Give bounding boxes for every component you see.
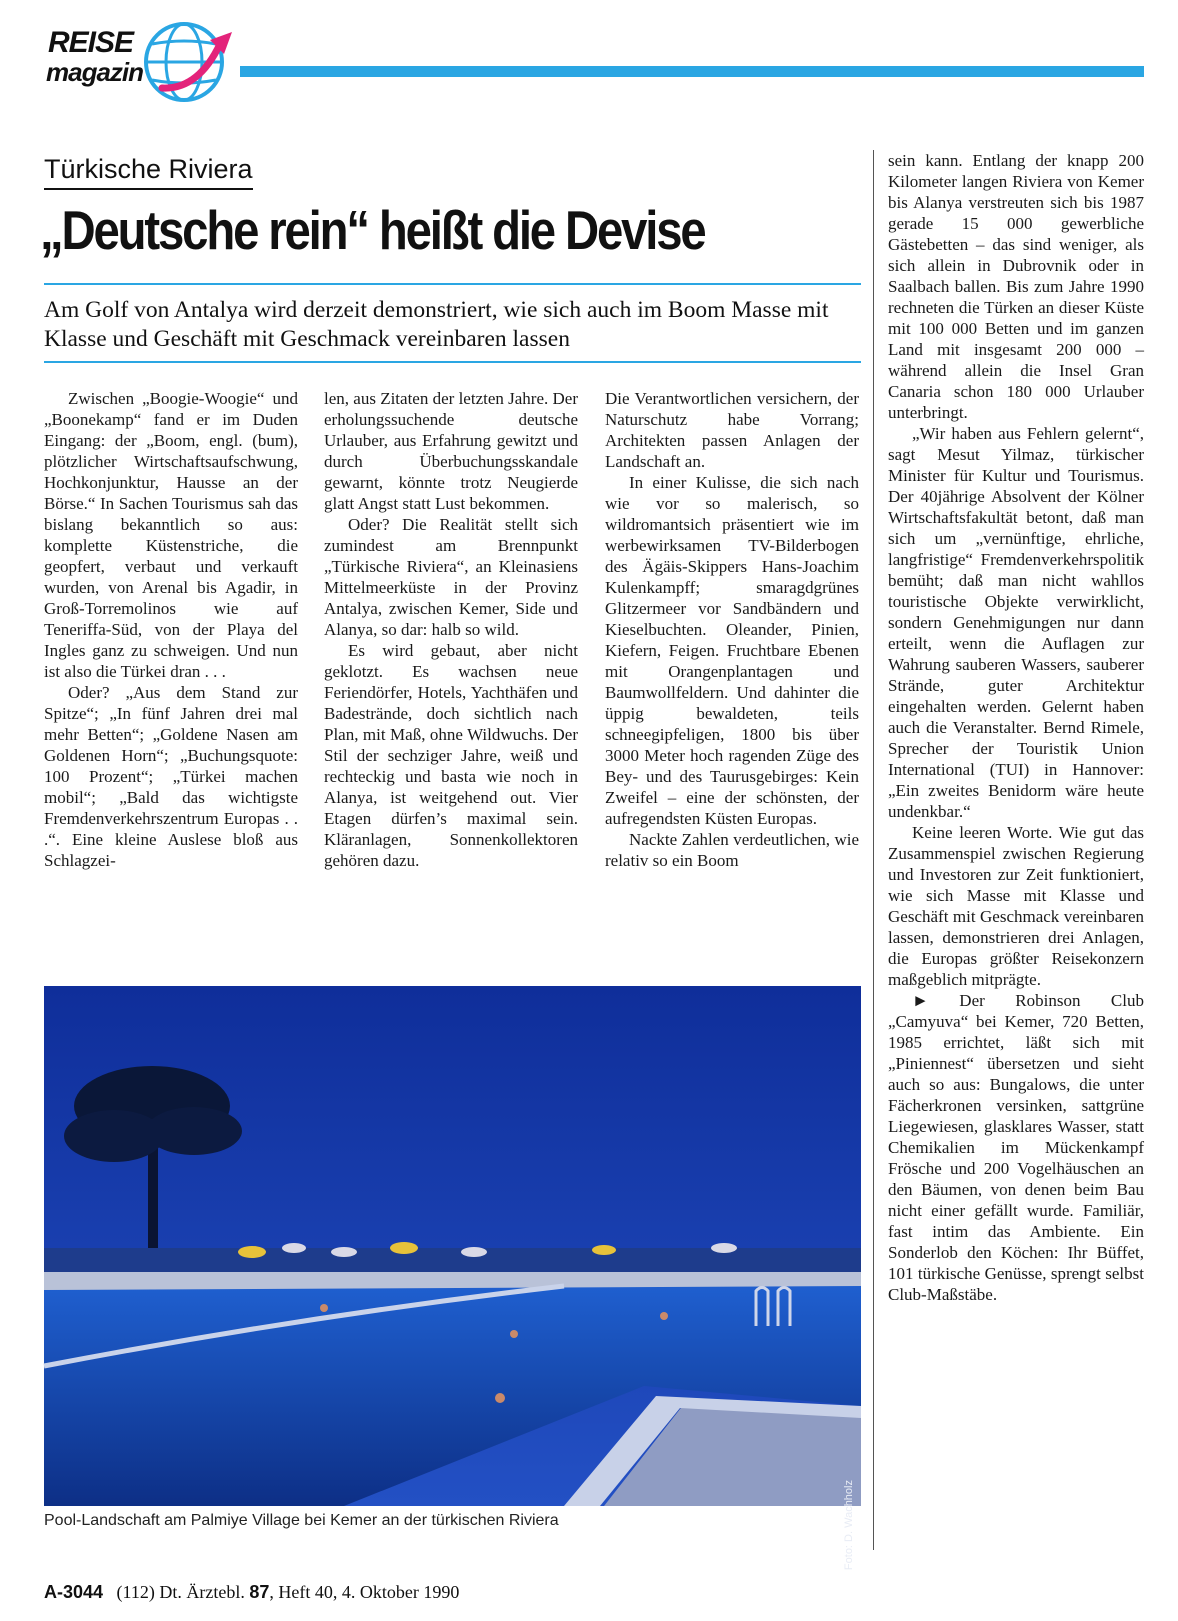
article-column-4 — [888, 150, 1144, 1305]
logo-text-magazin: magazin — [46, 57, 144, 87]
paragraph: „Wir haben aus Fehlern gelernt“, sagt Mesut Yilmaz, türkischer Minister für Kultur und Tourismus. Der 40jährige Absolvent der Kölner Wirtschaftsfakultät betont, daß man sich um „vernünftige, ehrliche, langfristige“ Fremdenverkehrspolitik bemüht; daß man nicht wahllos touristische Objekte verwirklicht, sondern Genehmigungen nur dann erteilt, wenn die Auflagen zur Wahrung sauberen Wassers, sauberer Strände, guter Architektur eingehalten werden. Gelernt haben auch die Veranstalter. Bernd Rimele, Sprecher der Touristik Union International (TUI) in Hannover: „Ein zweites Benidorm wäre heute undenkbar.“ — [888, 424, 1144, 821]
photo-caption: Pool-Landschaft am Palmiye Village bei Kemer an der türkischen Riviera — [44, 1512, 559, 1529]
page-footer — [44, 1582, 459, 1603]
article-column-2 — [324, 388, 578, 871]
paragraph: ► Der Robinson Club „Camyuva“ bei Kemer, 720 Betten, 1985 errichtet, läßt sich mit „Piniennest“ übersetzen und sieht auch so aus: Bungalows, die unter Fächerkronen versinken, sattgrüne Liegewiesen, glasklares Wasser, statt Chemikalien im Mückenkampf Frösche und 200 Vogelhäuschen an den Bäumen, von denen beim Bau nicht einer gefällt wurde. Familiär, fast intim das Ambiente. Ein Sonderlob den Köchen: Ihr Büffet, 101 türkische Genüsse, sprengt selbst Club-Maßstäbe. — [888, 991, 1144, 1304]
photo-credit: Foto: D. Wachholz — [843, 1480, 855, 1571]
masthead-accent-bar — [240, 66, 1144, 77]
logo-text-reise: REISE — [48, 26, 134, 59]
paragraph: Zwischen „Boogie-Woogie“ und „Boonekamp“ fand er im Duden Eingang: der „Boom, engl. (bum), plötzlicher Wirtschaftsaufschwung, Hochkonjunktur, Hausse an der Börse.“ In Sachen Tourismus sah das bislang bekanntlich so aus: komplette Küstenstriche, die geopfert, verbaut und verkauft wurden, von Arenal bis Agadir, in Groß-Torremolinos wie auf Teneriffa-Süd, von der Playa del Ingles ganz zu schweigen. Und nun ist also die Türkei dran . . . — [44, 389, 298, 681]
article-column-3 — [605, 388, 859, 871]
paragraph: Keine leeren Worte. Wie gut das Zusammenspiel zwischen Regierung und Investoren zur Zeit funktioniert, wie sich Masse mit Klasse und Geschäft mit Geschmack vereinbaren lassen, demonstrieren drei Anlagen, die Europas größter Reisekonzern maßgeblich mitprägte. — [888, 823, 1144, 989]
paragraph: Nackte Zahlen verdeutlichen, wie relativ so ein Boom — [605, 830, 859, 870]
pool-photo-illustration — [44, 986, 861, 1506]
paragraph: len, aus Zitaten der letzten Jahre. Der erholungssuchende deutsche Urlauber, aus Erfahrung gewitzt und durch Überbuchungsskandale gewarnt, könnte trotz Neugierde glatt Angst statt Lust bekommen. — [324, 389, 578, 513]
article-headline: „Deutsche rein“ heißt die Devise — [40, 199, 705, 261]
paragraph: sein kann. Entlang der knapp 200 Kilometer langen Riviera von Kemer bis Alanya verstreuten sich bis 1987 gerade 15 000 gewerbliche Gästebetten – das sind weniger, als sich allein in Dubrovnik oder in Saalbach ballen. Bis zum Jahre 1990 rechneten die Türken an dieser Küste mit 100 000 Betten und im ganzen Land mit insgesamt 200 000 – während allein die Insel Gran Canaria schon 180 000 Urlauber unterbringt. — [888, 151, 1144, 422]
headline-rule — [44, 283, 861, 285]
paragraph: In einer Kulisse, die sich nach wie vor so malerisch, so wildromantsich präsentiert wie im werbewirksamen TV-Bilderbogen des Ägäis-Skippers Hans-Joachim Kulenkampff; smaragdgrünes Glitzermeer vor Sandbändern und Kieselbuchten. Oleander, Pinien, Kiefern, Feigen. Fruchtbare Ebenen mit Orangenplantagen und Baumwollfeldern. Und dahinter die üppig bewaldeten, teils schneegipfeligen, 1800 bis über 3000 Meter hoch ragenden Züge des Bey- und des Taurusgebirges: Kein Zweifel – eine der schönsten, der aufregendsten Küsten Europas. — [605, 473, 859, 828]
paragraph: Oder? Die Realität stellt sich zumindest am Brennpunkt „Türkische Riviera“, an Kleinasiens Mittelmeerküste in der Provinz Antalya, zwischen Kemer, Side und Alanya, so dar: halb so wild. — [324, 515, 578, 639]
article-kicker: Türkische Riviera — [44, 152, 253, 190]
citation-prefix: (112) Dt. Ärztebl. — [116, 1582, 245, 1602]
paragraph: Die Verantwortlichen versichern, der Naturschutz habe Vorrang; Architekten passen Anlagen der Landschaft an. — [605, 389, 859, 471]
page-code: A-3044 — [44, 1582, 104, 1602]
globe-icon — [140, 18, 236, 104]
subheadline-rule — [44, 361, 861, 363]
paragraph: Oder? „Aus dem Stand zur Spitze“; „In fünf Jahren drei mal mehr Betten“; „Goldene Nasen am Goldenen Horn“; „Buchungsquote: 100 Prozent“; „Türkei machen mobil“; „Bald das wichtigste Fremdenverkehrszentrum Europas . . .“. Eine kleine Auslese bloß aus Schlagzei- — [44, 683, 298, 870]
paragraph: Es wird gebaut, aber nicht geklotzt. Es wachsen neue Feriendörfer, Hotels, Yachthäfen und Badestrände, doch sichtlich nach Plan, mit Maß, ohne Wildwuchs. Der Stil der sechziger Jahre, weiß und rechteckig und basta wie noch in Alanya, ist weitgehend out. Vier Etagen dürfen’s maximal sein. Kläranlagen, Sonnenkollektoren gehören dazu. — [324, 641, 578, 870]
article-column-1 — [44, 388, 298, 871]
magazine-logo — [44, 18, 284, 110]
column-divider — [873, 150, 874, 1550]
volume-number: 87 — [249, 1582, 270, 1602]
citation-suffix: , Heft 40, 4. Oktober 1990 — [269, 1582, 460, 1602]
article-subheadline: Am Golf von Antalya wird derzeit demonstriert, wie sich auch im Boom Masse mit Klasse und Geschäft mit Geschmack vereinbaren lassen — [44, 297, 829, 352]
